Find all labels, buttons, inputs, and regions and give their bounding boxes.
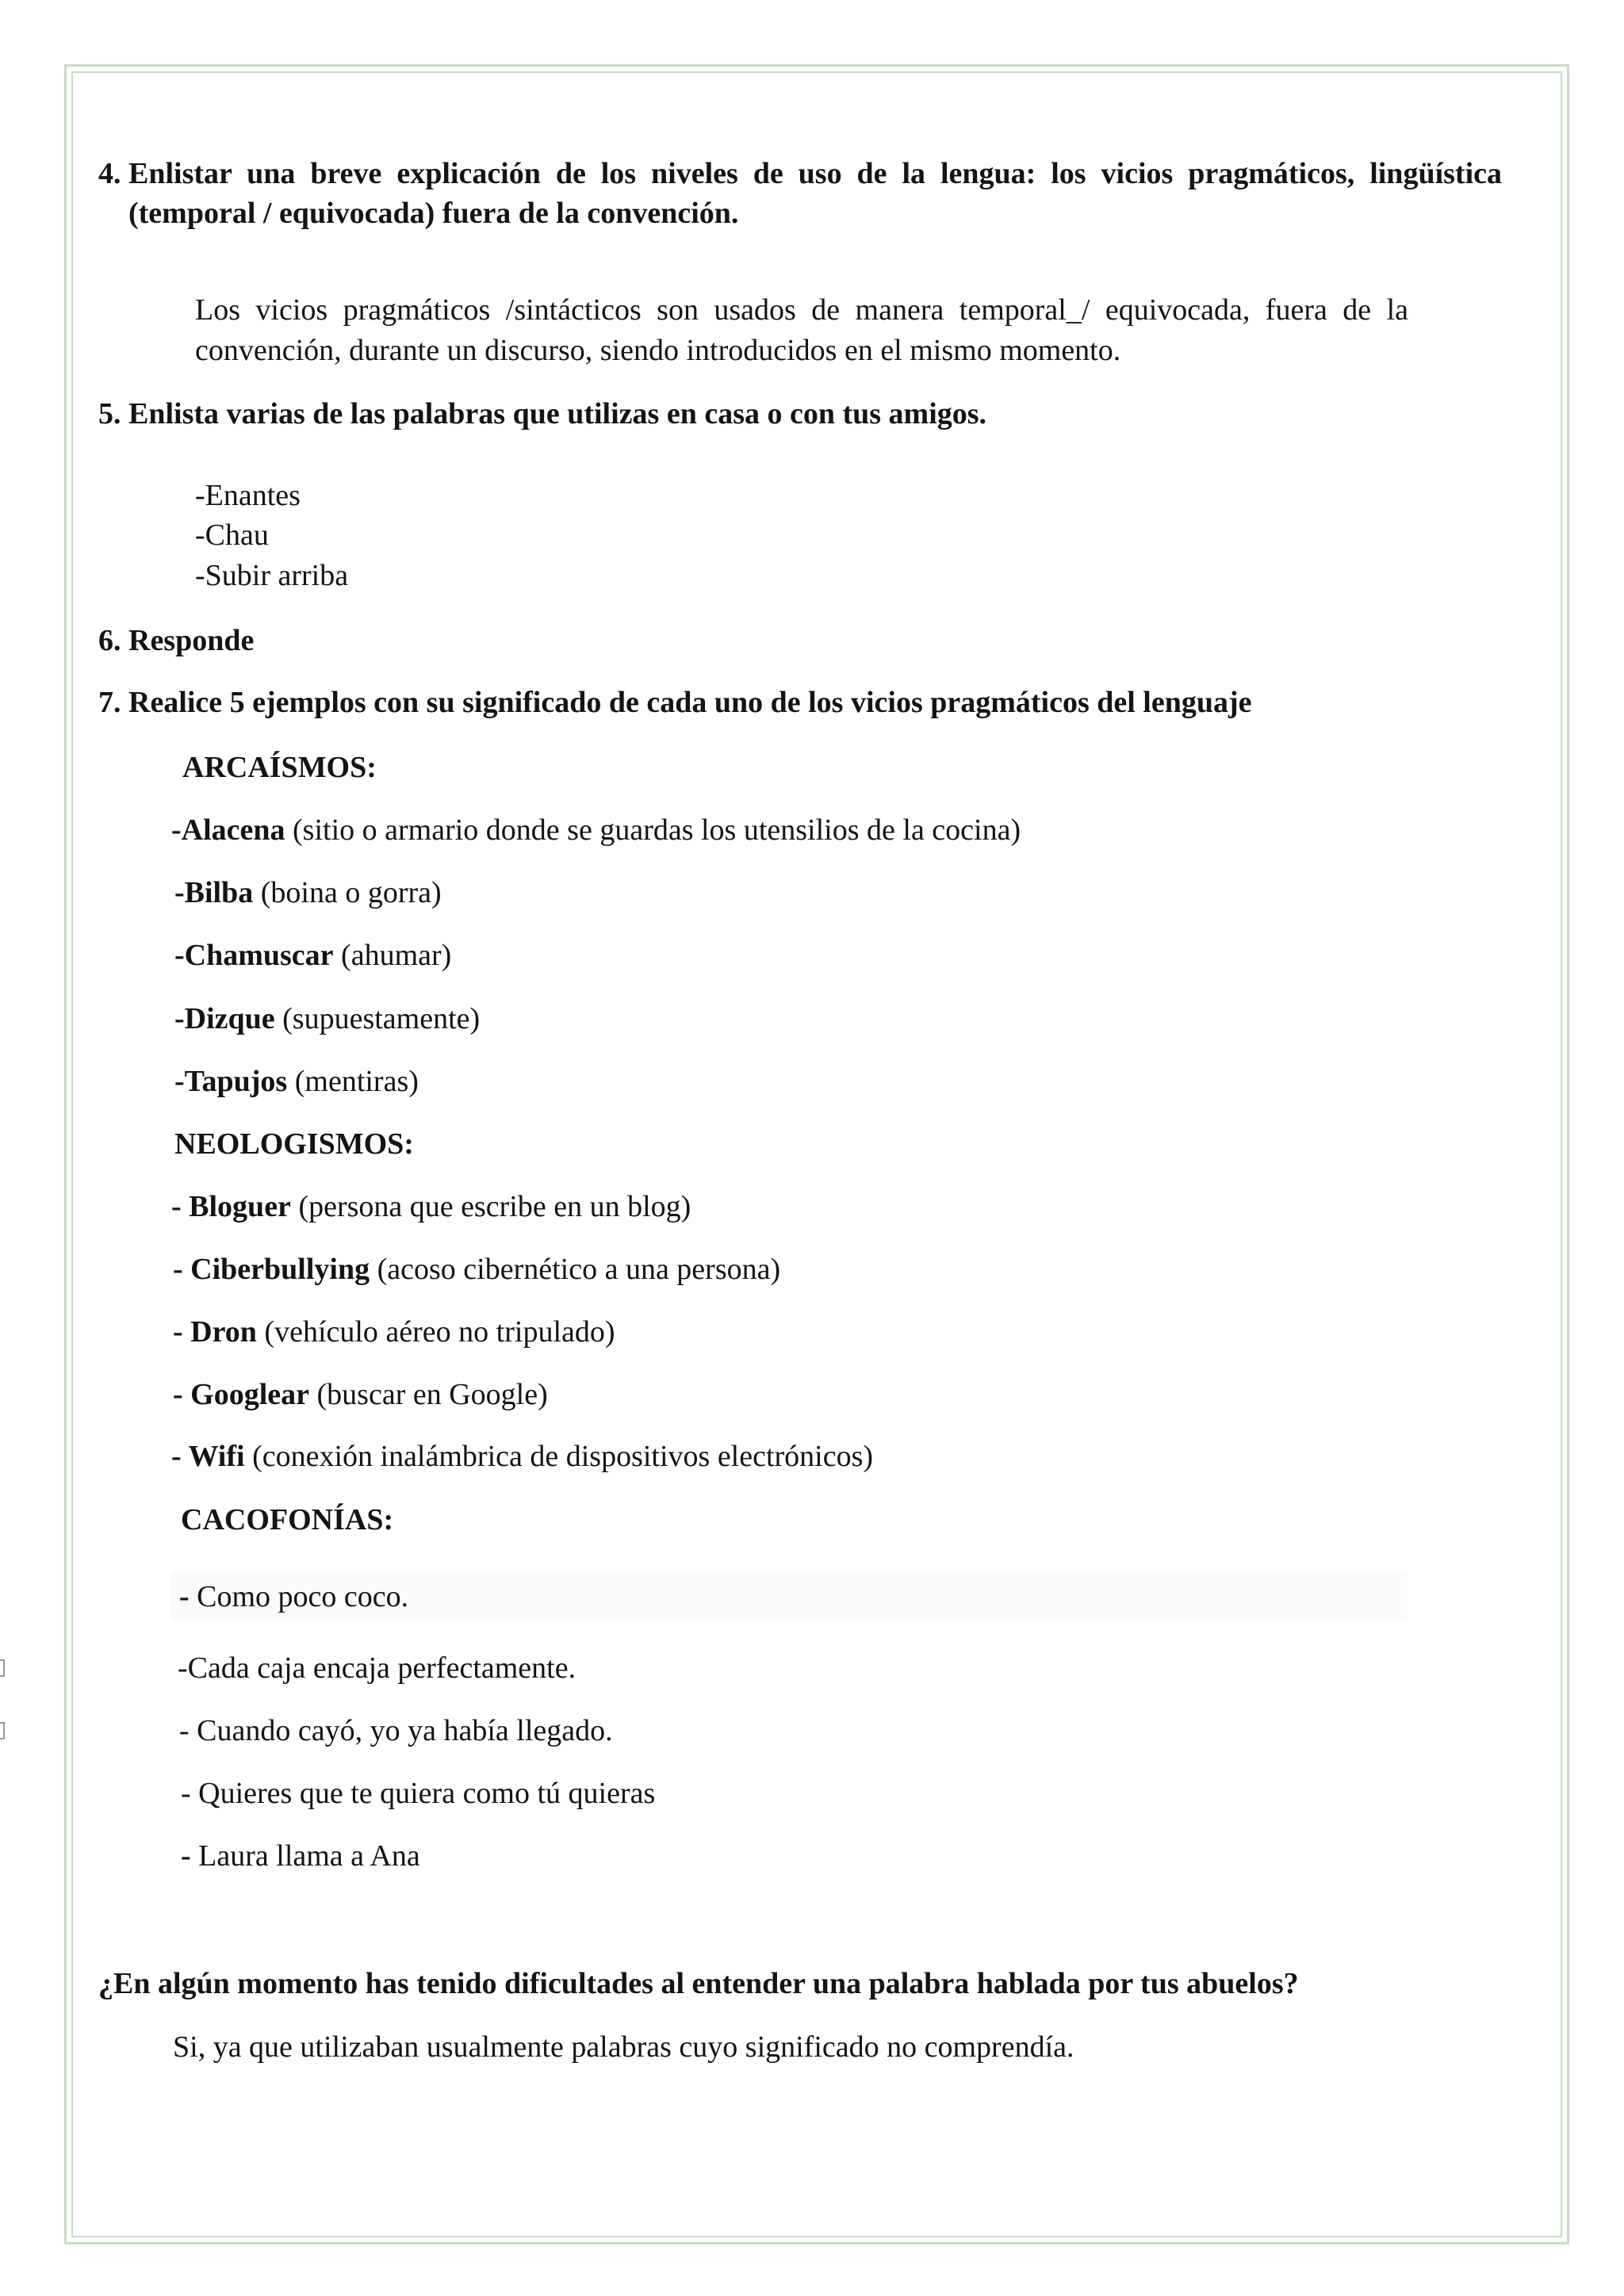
neologismo-term: - Googlear bbox=[173, 1378, 310, 1411]
neologismo-term: - Bloguer bbox=[171, 1190, 291, 1223]
question-4-answer: Los vicios pragmáticos /sintácticos son usados de manera temporal_/ equivocada, fuera de la convención, durante un discurso, siendo introducidos en el mismo momento. bbox=[195, 293, 1408, 367]
cacofonia-dash: - bbox=[181, 1839, 199, 1873]
question-5-title: 5. Enlista varias de las palabras que utilizas en casa o con tus amigos. bbox=[98, 397, 987, 430]
neologismo-meaning: (conexión inalámbrica de dispositivos electrónicos) bbox=[244, 1440, 874, 1473]
cacofonia-item bbox=[181, 1774, 655, 1812]
final-answer: Si, ya que utilizaban usualmente palabras cuyo significado no comprendía. bbox=[173, 2030, 1074, 2064]
arcaismo-item bbox=[174, 1062, 419, 1100]
cacofonia-item bbox=[179, 1712, 613, 1750]
neologismo-meaning: (acoso cibernético a una persona) bbox=[370, 1253, 781, 1286]
word-item: -Enantes bbox=[195, 479, 301, 512]
arcaismo-term: -Dizque bbox=[174, 1002, 275, 1035]
arcaismo-meaning: (supuestamente) bbox=[274, 1002, 481, 1035]
cacofonia-item bbox=[181, 1837, 420, 1875]
cacofonia-text: - Cuando cayó, yo ya había llegado. bbox=[179, 1714, 613, 1747]
final-question: ¿En algún momento has tenido dificultades al entender una palabra hablada por tus abuelos? bbox=[98, 1967, 1299, 2000]
margin-mark bbox=[0, 1722, 5, 1739]
neologismo-meaning: (buscar en Google) bbox=[309, 1378, 548, 1411]
neologismo-item bbox=[173, 1376, 548, 1414]
word-item: -Chau bbox=[195, 519, 269, 552]
arcaismo-item bbox=[171, 811, 1021, 849]
arcaismo-term: -Alacena bbox=[171, 813, 285, 847]
arcaismo-meaning: (sitio o armario donde se guardas los utensilios de la cocina) bbox=[285, 813, 1021, 847]
margin-mark bbox=[0, 1659, 5, 1677]
neologismo-item bbox=[173, 1250, 780, 1288]
cacofonia-text: - Quieres que te quiera como tú quieras bbox=[181, 1777, 656, 1810]
arcaismo-meaning: (ahumar) bbox=[333, 939, 452, 972]
cacofonia-dash: - bbox=[179, 1580, 197, 1613]
cacofonia-text: Como poco coco. bbox=[197, 1580, 409, 1613]
arcaismo-meaning: (boina o gorra) bbox=[253, 876, 442, 909]
question-4-title: Enlistar una breve explicación de los niveles de uso de la lengua: los vicios pragmáticos, lingüística (temporal / equivocada) fuera de la convención. bbox=[128, 157, 1502, 230]
cacofonia-item bbox=[179, 1578, 408, 1616]
arcaismo-term: -Chamuscar bbox=[174, 939, 334, 972]
neologismo-item bbox=[171, 1437, 873, 1475]
neologismo-item bbox=[171, 1188, 691, 1226]
cacofonia-text: Laura llama a Ana bbox=[198, 1839, 420, 1873]
arcaismo-term: -Bilba bbox=[174, 876, 254, 909]
neologismo-term: - Dron bbox=[173, 1315, 257, 1349]
cacofonia-item bbox=[178, 1649, 576, 1687]
cacofonias-heading: CACOFONÍAS: bbox=[181, 1503, 394, 1536]
question-4 bbox=[98, 154, 1502, 233]
arcaismo-item bbox=[174, 874, 442, 912]
question-4-number: 4. bbox=[98, 157, 121, 190]
neologismo-meaning: (persona que escribe en un blog) bbox=[290, 1190, 691, 1223]
arcaismo-item bbox=[174, 1000, 480, 1038]
neologismo-term: - Ciberbullying bbox=[173, 1253, 370, 1286]
question-6-title: 6. Responde bbox=[98, 624, 255, 657]
neologismo-meaning: (vehículo aéreo no tripulado) bbox=[256, 1315, 615, 1349]
cacofonia-text: -Cada caja encaja perfectamente. bbox=[178, 1651, 576, 1685]
neologismo-term: - Wifi bbox=[171, 1440, 245, 1473]
word-item: -Subir arriba bbox=[195, 559, 349, 592]
neologismos-heading: NEOLOGISMOS: bbox=[174, 1127, 414, 1161]
arcaismo-item bbox=[174, 936, 451, 974]
arcaismo-term: -Tapujos bbox=[174, 1065, 288, 1098]
question-7-title: 7. Realice 5 ejemplos con su significado de cada uno de los vicios pragmáticos del lenguaje bbox=[98, 686, 1252, 719]
neologismo-item bbox=[173, 1313, 615, 1351]
arcaismos-heading: ARCAÍSMOS: bbox=[182, 751, 377, 784]
arcaismo-meaning: (mentiras) bbox=[287, 1065, 419, 1098]
